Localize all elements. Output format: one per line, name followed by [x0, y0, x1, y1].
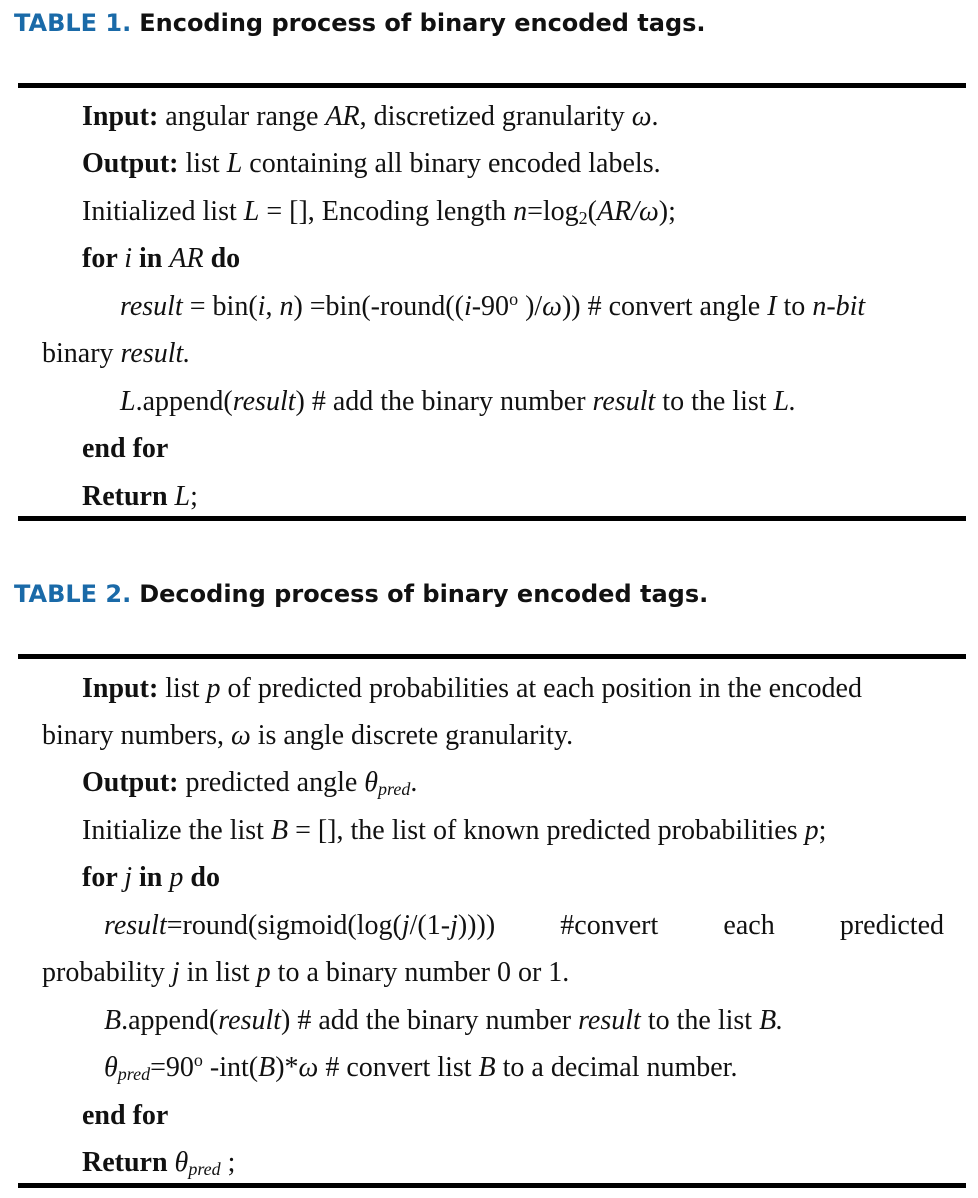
table2-init-line: Initialize the list B = [], the list of known predicted probabilities p; — [82, 815, 827, 846]
table2-result-line: result=round(sigmoid(log(j/(1-j)))) #convert each predicted — [104, 910, 945, 941]
table2-append-line: B.append(result) # add the binary number result to the list B. — [104, 1005, 784, 1036]
table1-output-line: Output: list L containing all binary encoded labels. — [82, 148, 661, 179]
table2-top-rule — [18, 654, 966, 659]
table1-append-line: L.append(result) # add the binary number result to the list L. — [120, 386, 797, 417]
table1-for-line: for i in AR do — [82, 243, 241, 274]
table1-input-line: Input: angular range AR, discretized granularity ω. — [82, 101, 659, 132]
table2-caption-label: TABLE 2. — [14, 580, 132, 608]
table2-input-line-cont: binary numbers, ω is angle discrete granularity. — [42, 720, 574, 751]
table2-return-line: Return $\theta_{pred}$ ; — [82, 1147, 236, 1179]
table2-result-line-cont: probability j in list p to a binary number 0 or 1. — [42, 957, 570, 988]
table1-caption-label: TABLE 1. — [14, 9, 132, 37]
table2-caption-text: Decoding process of binary encoded tags. — [139, 580, 709, 608]
table1-result-line: result = bin(i, $n) =bin(-round((i-90^o$ )/ω)) # convert angle I to n-bit — [120, 289, 866, 322]
table2-input-line: Input: list p of predicted probabilities at each position in the encoded — [82, 673, 862, 704]
table2-for-line: for j in p do — [82, 862, 220, 893]
table2-caption — [14, 579, 708, 609]
table1-return-line: Return L; — [82, 481, 198, 512]
table1-bottom-rule — [18, 516, 966, 521]
table2-bottom-rule — [18, 1183, 966, 1188]
table1-caption-text: Encoding process of binary encoded tags. — [139, 9, 706, 37]
table1-endfor-line: end for — [82, 433, 169, 464]
table2-theta-line: $\theta_{pred}=90^o$ -int(B)*ω # convert list B to a decimal number. — [104, 1050, 738, 1084]
table1-init-line: Initialized list L = [], Encoding length $n=\log_2(AR/\omega)$; — [82, 196, 676, 228]
table2-endfor-line: end for — [82, 1100, 169, 1131]
table2-output-line: Output: predicted angle $\theta_{pred}$. — [82, 767, 418, 799]
table1-result-line-cont: binary result. — [42, 338, 191, 369]
table1-top-rule — [18, 83, 966, 88]
table1-caption — [14, 8, 706, 38]
